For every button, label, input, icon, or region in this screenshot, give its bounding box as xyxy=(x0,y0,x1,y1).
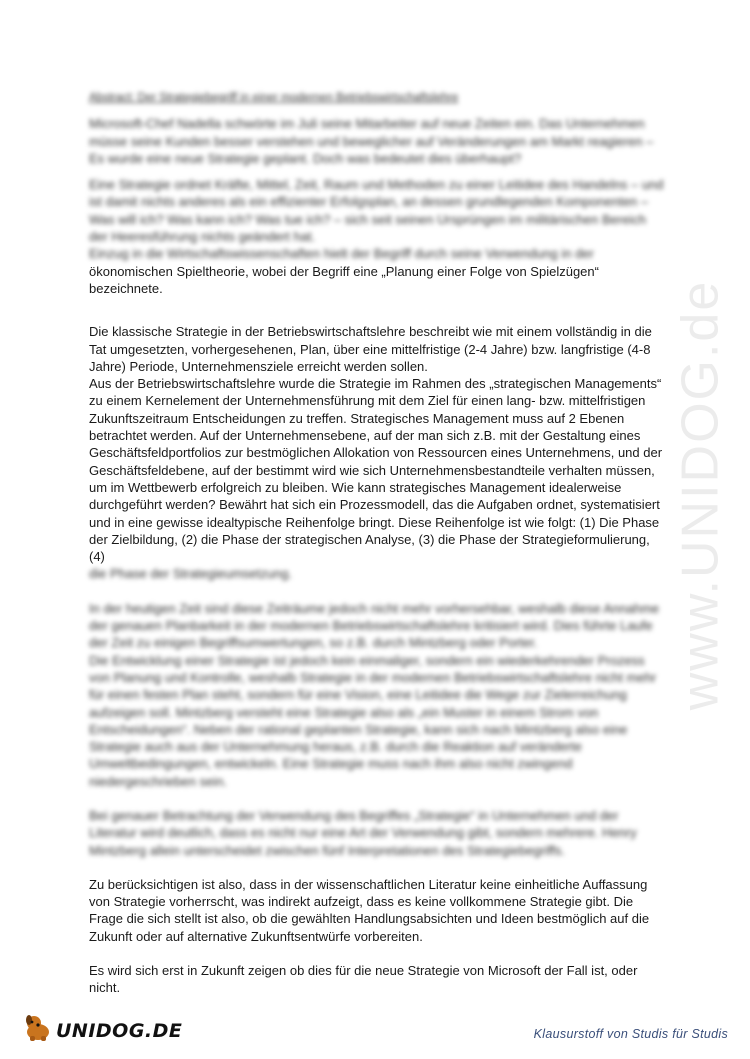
paragraph-intro: Microsoft-Chef Nadella schwörte im Juli seine Mitarbeiter auf neue Zeiten ein. Das Unternehmen müsse seine Kunden besser verstehen und beweglicher auf Veränderungen am Markt reagieren – Es wurde eine neue Strategie geplant. Doch was bedeutet dies überhaupt? xyxy=(89,116,654,166)
paragraph-conclusion: Zu berücksichtigen ist also, dass in der wissenschaftlichen Literatur keine einheitliche Auffassung von Strategie vorherrscht, was indirekt aufzeigt, dass es keine vollkommene Strategie gibt. Die Frage die sich stellt ist also, ob die gewählten Handlungsabsichten und Ideen bestmöglich auf die Zukunft oder auf alternative Zukunftsentwürfe vorbereiten. xyxy=(89,876,650,944)
paragraph-modern-time: In der heutigen Zeit sind diese Zeiträume jedoch nicht mehr vorhersehbar, weshalb diese Annahme der genauen Planbarkeit in der modernen Betriebswirtschaftslehre kritisiert wird. Dies führte Laufe der Zeit zu einigen Begriffsumwertungen, so z.B. durch Mintzberg oder Porter. xyxy=(89,600,660,651)
paragraph-mintzberg: Die Entwicklung einer Strategie ist jedoch kein einmaliger, sondern ein wiederkehrender Prozess von Planung und Kontrolle, weshalb Strategie in der modernen Betriebswirtschaftslehre nicht mehr für einen festen Plan steht, sondern für eine Vision, eine Leitidee die Wege zur Zielerreichung aufzeigen soll. Mintzberg versteht eine Strategie also als „ein Muster in einem Strom von Entscheidungen“. Neben der rational geplanten Strategie, kann sich nach Mintzberg also eine Strategie auch aus der Unternehmung heraus, z.B. durch die Reaktion auf veränderte Umweltbedingungen, entwickeln. Eine Strategie muss nach ihm also nicht zwingend niedergeschrieben sein. xyxy=(89,652,657,789)
watermark xyxy=(660,260,740,730)
document-title: Abstract: Der Strategiebegriff in einer modernen Betriebswirtschaftslehre xyxy=(89,92,459,104)
paragraph-definition: Eine Strategie ordnet Kräfte, Mittel, Zeit, Raum und Methoden zu einer Leitidee des Handelns – und ist damit nichts anderes als ein effizienter Erfolgsplan, an dessen grundlegenden Komponenten – Was will ich? Was kann ich? Was tue ich? – sich seit seinen Ursprüngen im militärischen Bereich der Heeresführung nichts geändert hat. xyxy=(89,177,664,245)
paragraph-outlook: Es wird sich erst in Zukunft zeigen ob dies für die neue Strategie von Microsoft der Fall ist, oder nicht. xyxy=(89,963,638,996)
footer-tagline: Klausurstoff von Studis für Studis xyxy=(533,1027,728,1041)
dog-mascot-icon xyxy=(22,1012,54,1042)
paragraph-strategic-management: Aus der Betriebswirtschaftslehre wurde die Strategie im Rahmen des „strategischen Managements“ zu einem Kernelement der Unternehmensführung mit dem Ziel für einen lang- bzw. mittelfristigen Zukunftszeitraum Entscheidungen zu treffen. Strategisches Management muss auf 2 Ebenen betrachtet werden. Auf der Unternehmensebene, auf der man sich z.B. mit der Gestaltung eines Geschäftsfeldportfolios zur bestmöglichen Allokation von Ressourcen eines Unternehmens, und der Geschäftsfeldebene, auf der bestimmt wird wie sich Unternehmensbestandteile verhalten müssen, um im Wettbewerb erfolgreich zu bleiben. Wie kann strategisches Management idealerweise durchgeführt werden? Bewährt hat sich ein Prozessmodell, das die Aufgaben ordnet, systematisiert und in eine gewisse idealtypische Reihenfolge bringt. Diese Reihenfolge ist wie folgt: (1) Die Phase der Zielbildung, (2) die Phase der strategischen Analyse, (3) die Phase der Strategieformulierung, (4) xyxy=(89,376,663,565)
document-body xyxy=(89,90,667,997)
paragraph-usage: Bei genauer Betrachtung der Verwendung des Begriffes „Strategie“ in Unternehmen und der Literatur wird deutlich, dass es nicht nur eine Art der Verwendung gibt, sondern mehrere. Henry Mintzberg allein unterscheidet zwischen fünf Interpretationen des Strategiebegriffs. xyxy=(89,807,637,858)
logo-text: UNIDOG.DE xyxy=(56,1020,183,1042)
paragraph-economics-start: Einzug in die Wirtschaftswissenschaften hielt der Begriff durch seine Verwendung in der xyxy=(89,246,594,262)
unidog-logo xyxy=(22,1012,182,1042)
paragraph-strategic-management-tail: die Phase der Strategieumsetzung. xyxy=(89,566,293,582)
paragraph-classic-strategy: Die klassische Strategie in der Betriebswirtschaftslehre beschreibt wie mit einem vollständig in die Tat umgesetzten, vorhergesehenen, Plan, über eine mittelfristige (2-4 Jahre) bzw. langfristige (4-8 Jahre) Periode, Unternehmensziele erreicht werden sollen. xyxy=(89,324,652,374)
watermark-text: www.UNIDOG.de xyxy=(671,279,729,711)
paragraph-economics-continued: ökonomischen Spieltheorie, wobei der Begriff eine „Planung einer Folge von Spielzügen“ bezeichnete. xyxy=(89,263,599,296)
